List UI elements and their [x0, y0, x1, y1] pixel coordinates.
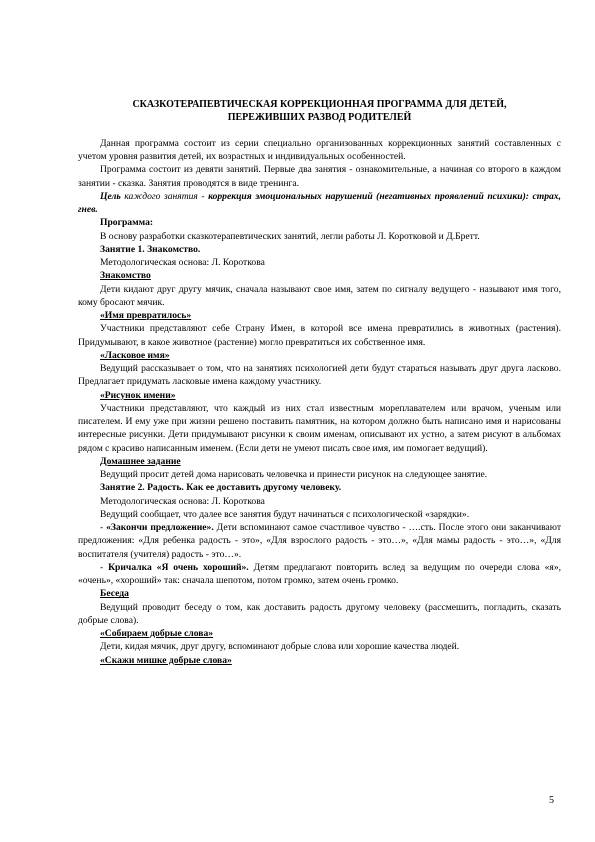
lesson1-section-title: «Ласковое имя»	[100, 349, 170, 361]
exercise-text: Дети вспоминают самое счастливое чувство - ….сть. После этого они заканчивают предложения: «Для ребенка радость - это», «Для взрослого радость - это…», «Для мамы радость - это…», «Для воспитателя (учителя) радость - это…».	[78, 522, 562, 560]
exercise-dash: -	[100, 522, 107, 534]
program-heading: Программа:	[100, 217, 154, 229]
lesson2-intro: Ведущий сообщает, что далее все занятия будут начинаться с психологической «зарядки».	[100, 508, 470, 520]
title-line-2: ПЕРЕЖИВШИХ РАЗВОД РОДИТЕЛЕЙ	[227, 112, 412, 124]
lesson1-section-title: Знакомство	[100, 270, 151, 282]
lesson1-section-text: Участники представляют, что каждый из них стал известным мореплавателем или врачом, ученым или писателем. И ему уже при жизни решено поставить памятник, на котором должно быть написано имя и нарисованы интересные рисунки. Дети придумывают рисунки к своим именам, описывают их устно, а затем рисуют в альбомах рядом с красиво написанным именем. (Если дети не умеют писать свое имя, им помогает ведущий).	[78, 402, 561, 454]
game-title: «Собираем добрые слова»	[100, 628, 214, 640]
title-line-1: СКАЗКОТЕРАПЕВТИЧЕСКАЯ КОРРЕКЦИОННАЯ ПРОГРАММА ДЛЯ ДЕТЕЙ,	[132, 99, 507, 110]
lesson2-heading: Занятие 2. Радость. Как ее доставить другому человеку.	[100, 482, 342, 494]
exercise-title: Кричалка «Я очень хороший».	[108, 561, 249, 573]
game-text: Дети, кидая мячик, друг другу, вспоминают добрые слова или хорошие качества людей.	[100, 641, 460, 653]
intro-paragraph-2: Программа состоит из девяти занятий. Первые два занятия - ознакомительные, а начиная со второго в каждом занятии - сказка. Занятия проводятся в виде тренинга.	[78, 164, 561, 189]
exercise-paragraph	[78, 561, 561, 588]
homework-title: Домашнее задание	[100, 455, 181, 467]
talk-title: Беседа	[100, 588, 129, 600]
lesson1-section-title: «Рисунок имени»	[100, 389, 176, 401]
game-title: «Скажи мишке добрые слова»	[100, 654, 232, 666]
lesson1-method: Методологическая основа: Л. Короткова	[100, 257, 265, 269]
goal-label: Цель	[100, 190, 121, 202]
goal-mid: каждого занятия -	[120, 190, 209, 202]
lesson2-method: Методологическая основа: Л. Короткова	[100, 495, 265, 507]
document-title	[78, 98, 561, 125]
goal-text: коррекция эмоциональных нарушений (негативных проявлений психики): страх, гнев.	[78, 190, 561, 216]
exercise-paragraph	[78, 521, 561, 561]
page-content	[78, 98, 561, 667]
exercise-dash: -	[100, 561, 109, 573]
exercise-title: «Закончи предложение».	[106, 522, 214, 534]
lesson1-section-title: «Имя превратилось»	[100, 310, 192, 322]
program-basis: В основу разработки сказкотерапевтических занятий, легли работы Л. Коротковой и Д.Бретт.	[100, 230, 480, 242]
lesson1-section-text: Дети кидают друг другу мячик, сначала называют свое имя, затем по сигналу ведущего - называют имя того, кому бросают мячик.	[78, 283, 561, 308]
talk-text: Ведущий проводит беседу о том, как доставить радость другому человеку (рассмешить, погладить, сказать добрые слова).	[78, 601, 561, 626]
page-number: 5	[549, 795, 554, 806]
lesson1-heading: Занятие 1. Знакомство.	[100, 243, 201, 255]
lesson1-section-text: Участники представляют себе Страну Имен, в которой все имена превратились в животных (растения). Придумывают, в какое животное (растение) могло превратиться их собственное имя.	[78, 323, 561, 348]
goal-paragraph	[78, 190, 561, 217]
lesson1-section-text: Ведущий рассказывает о том, что на занятиях психологией дети будут стараться называть друг друга ласково. Предлагает придумать ласковые имена каждому участнику.	[78, 363, 561, 388]
intro-paragraph-1: Данная программа состоит из серии специально организованных коррекционных занятий составленных с учетом уровня развития детей, их возрастных и индивидуальных особенностей.	[78, 137, 561, 163]
homework-text: Ведущий просит детей дома нарисовать человечка и принести рисунок на следующее занятие.	[100, 469, 488, 481]
exercise-text: Детям предлагают повторить вслед за ведущим по очереди слова «я», «очень», «хороший» так: сначала шепотом, потом громко, затем очень громко.	[78, 561, 562, 587]
